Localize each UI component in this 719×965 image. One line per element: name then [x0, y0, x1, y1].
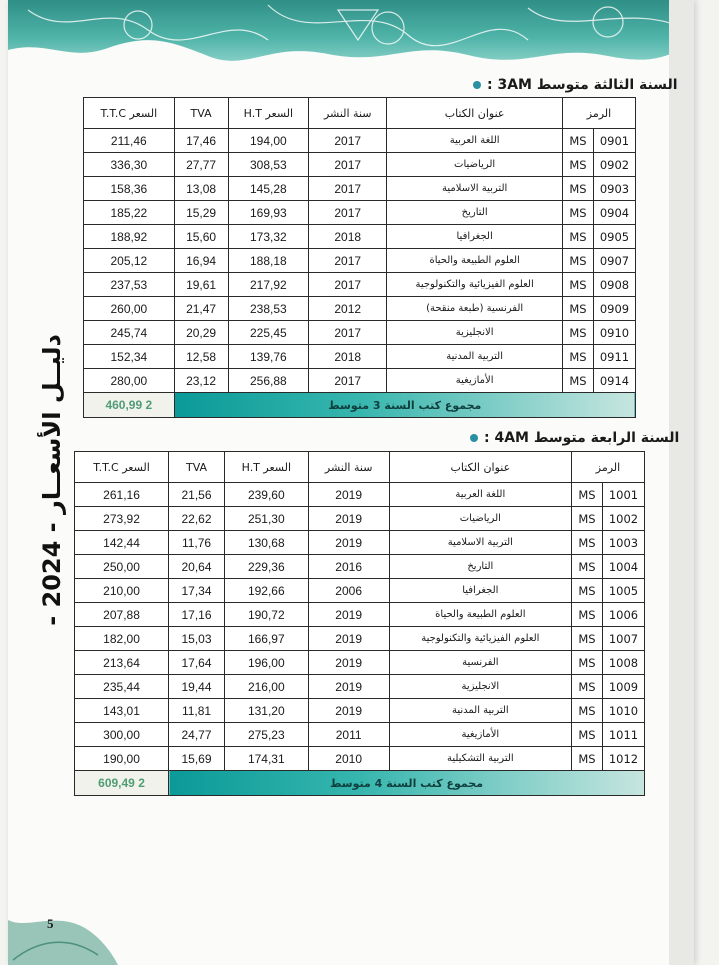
price-ttc: 190,00	[75, 747, 169, 771]
document-page	[8, 0, 694, 965]
table-row	[84, 153, 636, 177]
tva-amount: 17,64	[169, 651, 225, 675]
book-series: MS	[563, 321, 594, 345]
publish-year: 2017	[309, 153, 387, 177]
price-table-4am	[74, 451, 645, 796]
publish-year: 2017	[309, 369, 387, 393]
table-row	[84, 369, 636, 393]
book-series: MS	[563, 201, 594, 225]
book-series: MS	[572, 555, 603, 579]
table-row	[75, 651, 645, 675]
book-title: التربية التشكيلية	[389, 747, 571, 771]
header-tva: TVA	[169, 452, 225, 483]
header-code: الرمز	[572, 452, 645, 483]
book-code: 1012	[603, 747, 645, 771]
price-ttc: 158,36	[84, 177, 175, 201]
table-row	[75, 483, 645, 507]
book-title: اللغة العربية	[387, 129, 563, 153]
book-code: 0903	[594, 177, 636, 201]
book-code: 1008	[603, 651, 645, 675]
book-title: الفرنسية	[389, 651, 571, 675]
price-ttc: 152,34	[84, 345, 175, 369]
book-series: MS	[563, 297, 594, 321]
tva-amount: 11,81	[169, 699, 225, 723]
publish-year: 2018	[309, 345, 387, 369]
price-ttc: 273,92	[75, 507, 169, 531]
book-series: MS	[572, 603, 603, 627]
table-row	[84, 297, 636, 321]
tva-amount: 19,44	[169, 675, 225, 699]
total-value: 2 609,49	[75, 771, 169, 796]
header-title: عنوان الكتاب	[389, 452, 571, 483]
table-row	[75, 747, 645, 771]
book-series: MS	[572, 483, 603, 507]
header-price-ht: السعر H.T	[228, 98, 309, 129]
tva-amount: 17,34	[169, 579, 225, 603]
price-ht: 308,53	[228, 153, 309, 177]
tva-amount: 15,03	[169, 627, 225, 651]
bullet-icon	[473, 81, 481, 89]
table-header-row	[84, 98, 636, 129]
publish-year: 2017	[309, 129, 387, 153]
section-heading-3am	[473, 77, 678, 93]
price-ht: 130,68	[224, 531, 308, 555]
publish-year: 2018	[309, 225, 387, 249]
price-ht: 194,00	[228, 129, 309, 153]
book-series: MS	[563, 345, 594, 369]
book-title: الانجليزية	[387, 321, 563, 345]
book-title: التربية المدنية	[389, 699, 571, 723]
tva-amount: 20,64	[169, 555, 225, 579]
price-ht: 196,00	[224, 651, 308, 675]
tva-amount: 13,08	[174, 177, 228, 201]
price-table-3am	[83, 97, 636, 418]
section-heading-4am	[470, 430, 679, 446]
section-heading-text: السنة الثالثة متوسط 3AM :	[487, 77, 678, 93]
price-ttc: 260,00	[84, 297, 175, 321]
tva-amount: 21,56	[169, 483, 225, 507]
header-year: سنة النشر	[309, 98, 387, 129]
price-ttc: 245,74	[84, 321, 175, 345]
book-title: الأمازيغية	[387, 369, 563, 393]
tva-amount: 12,58	[174, 345, 228, 369]
publish-year: 2019	[308, 483, 389, 507]
table-row	[75, 675, 645, 699]
publish-year: 2017	[309, 201, 387, 225]
table-row	[75, 507, 645, 531]
table-row	[75, 627, 645, 651]
tva-amount: 24,77	[169, 723, 225, 747]
tva-amount: 21,47	[174, 297, 228, 321]
publish-year: 2019	[308, 699, 389, 723]
decorative-header-band	[8, 0, 694, 62]
price-ttc: 211,46	[84, 129, 175, 153]
publish-year: 2010	[308, 747, 389, 771]
price-ttc: 142,44	[75, 531, 169, 555]
price-ttc: 261,16	[75, 483, 169, 507]
book-code: 1001	[603, 483, 645, 507]
book-series: MS	[572, 531, 603, 555]
price-ttc: 210,00	[75, 579, 169, 603]
price-ht: 239,60	[224, 483, 308, 507]
book-series: MS	[563, 153, 594, 177]
price-ht: 275,23	[224, 723, 308, 747]
price-ttc: 188,92	[84, 225, 175, 249]
price-ht: 131,20	[224, 699, 308, 723]
book-code: 0904	[594, 201, 636, 225]
price-ttc: 237,53	[84, 273, 175, 297]
side-title-container	[32, 334, 72, 626]
price-ttc: 207,88	[75, 603, 169, 627]
tva-amount: 15,29	[174, 201, 228, 225]
book-code: 1002	[603, 507, 645, 531]
book-code: 0914	[594, 369, 636, 393]
book-code: 1011	[603, 723, 645, 747]
price-ht: 166,97	[224, 627, 308, 651]
publish-year: 2017	[309, 249, 387, 273]
book-series: MS	[572, 627, 603, 651]
publish-year: 2017	[309, 273, 387, 297]
book-title: الرياضيات	[389, 507, 571, 531]
book-series: MS	[563, 225, 594, 249]
header-price-ttc: السعر T.T.C	[84, 98, 175, 129]
publish-year: 2006	[308, 579, 389, 603]
price-ht: 229,36	[224, 555, 308, 579]
page-edge	[669, 0, 694, 965]
book-code: 0911	[594, 345, 636, 369]
page-number: 5	[47, 916, 54, 931]
tva-amount: 11,76	[169, 531, 225, 555]
total-label: مجموع كتب السنة 4 متوسط	[169, 771, 645, 796]
table-row	[84, 249, 636, 273]
book-title: العلوم الطبيعة والحياة	[389, 603, 571, 627]
table-row	[75, 723, 645, 747]
publish-year: 2019	[308, 507, 389, 531]
tva-amount: 20,29	[174, 321, 228, 345]
book-title: الأمازيغية	[389, 723, 571, 747]
price-ht: 225,45	[228, 321, 309, 345]
book-code: 0908	[594, 273, 636, 297]
book-code: 0909	[594, 297, 636, 321]
book-title: التاريخ	[387, 201, 563, 225]
table-row	[75, 555, 645, 579]
price-ht: 139,76	[228, 345, 309, 369]
price-ttc: 143,01	[75, 699, 169, 723]
book-title: الجغرافيا	[389, 579, 571, 603]
book-code: 1009	[603, 675, 645, 699]
price-ttc: 213,64	[75, 651, 169, 675]
total-value: 2 460,99	[84, 393, 175, 418]
table-header-row	[75, 452, 645, 483]
publish-year: 2019	[308, 651, 389, 675]
price-ht: 238,53	[228, 297, 309, 321]
price-ttc: 235,44	[75, 675, 169, 699]
book-code: 1006	[603, 603, 645, 627]
book-code: 1004	[603, 555, 645, 579]
book-series: MS	[572, 507, 603, 531]
book-code: 0902	[594, 153, 636, 177]
price-ht: 192,66	[224, 579, 308, 603]
book-title: التاريخ	[389, 555, 571, 579]
book-title: اللغة العربية	[389, 483, 571, 507]
bullet-icon	[470, 434, 478, 442]
tva-amount: 15,60	[174, 225, 228, 249]
publish-year: 2019	[308, 627, 389, 651]
book-title: الانجليزية	[389, 675, 571, 699]
price-ttc: 336,30	[84, 153, 175, 177]
book-title: الجغرافيا	[387, 225, 563, 249]
book-series: MS	[563, 129, 594, 153]
total-row	[75, 771, 645, 796]
book-series: MS	[572, 747, 603, 771]
price-ttc: 300,00	[75, 723, 169, 747]
book-title: التربية الاسلامية	[389, 531, 571, 555]
table-row	[84, 273, 636, 297]
price-ttc: 182,00	[75, 627, 169, 651]
book-series: MS	[563, 177, 594, 201]
price-ht: 256,88	[228, 369, 309, 393]
book-code: 1007	[603, 627, 645, 651]
book-code: 0907	[594, 249, 636, 273]
book-series: MS	[572, 699, 603, 723]
book-title: الرياضيات	[387, 153, 563, 177]
price-ttc: 280,00	[84, 369, 175, 393]
book-title: الفرنسية (طبعة منقحة)	[387, 297, 563, 321]
price-ttc: 205,12	[84, 249, 175, 273]
header-tva: TVA	[174, 98, 228, 129]
publish-year: 2017	[309, 177, 387, 201]
total-row	[84, 393, 636, 418]
price-ht: 216,00	[224, 675, 308, 699]
publish-year: 2016	[308, 555, 389, 579]
publish-year: 2012	[309, 297, 387, 321]
price-ht: 173,32	[228, 225, 309, 249]
publish-year: 2017	[309, 321, 387, 345]
price-ttc: 185,22	[84, 201, 175, 225]
price-ht: 174,31	[224, 747, 308, 771]
price-ht: 251,30	[224, 507, 308, 531]
tva-amount: 16,94	[174, 249, 228, 273]
table-row	[84, 345, 636, 369]
table-row	[84, 129, 636, 153]
leaf-ornament-icon	[8, 900, 118, 965]
table-row	[75, 699, 645, 723]
tva-amount: 23,12	[174, 369, 228, 393]
book-title: العلوم الطبيعة والحياة	[387, 249, 563, 273]
price-ht: 217,92	[228, 273, 309, 297]
table-row	[75, 579, 645, 603]
tva-amount: 15,69	[169, 747, 225, 771]
header-price-ht: السعر H.T	[224, 452, 308, 483]
book-series: MS	[563, 273, 594, 297]
table-row	[84, 321, 636, 345]
price-ht: 169,93	[228, 201, 309, 225]
table-row	[84, 177, 636, 201]
book-title: التربية المدنية	[387, 345, 563, 369]
book-series: MS	[563, 249, 594, 273]
book-series: MS	[572, 675, 603, 699]
tva-amount: 17,16	[169, 603, 225, 627]
pattern-ornament-icon	[8, 0, 694, 62]
table-row	[75, 603, 645, 627]
header-year: سنة النشر	[308, 452, 389, 483]
header-title: عنوان الكتاب	[387, 98, 563, 129]
header-code: الرمز	[563, 98, 636, 129]
table-row	[75, 531, 645, 555]
book-title: العلوم الفيزيائية والتكنولوجية	[387, 273, 563, 297]
section-heading-text: السنة الرابعة متوسط 4AM :	[484, 430, 680, 446]
book-code: 0905	[594, 225, 636, 249]
book-code: 1003	[603, 531, 645, 555]
book-code: 1005	[603, 579, 645, 603]
book-series: MS	[572, 723, 603, 747]
price-ttc: 250,00	[75, 555, 169, 579]
book-code: 0910	[594, 321, 636, 345]
header-price-ttc: السعر T.T.C	[75, 452, 169, 483]
side-title: دليــل الأسعــار - 2024 -	[38, 334, 66, 626]
tva-amount: 22,62	[169, 507, 225, 531]
tva-amount: 27,77	[174, 153, 228, 177]
price-ht: 190,72	[224, 603, 308, 627]
price-ht: 188,18	[228, 249, 309, 273]
publish-year: 2019	[308, 675, 389, 699]
book-title: التربية الاسلامية	[387, 177, 563, 201]
book-code: 0901	[594, 129, 636, 153]
table-row	[84, 225, 636, 249]
book-series: MS	[572, 579, 603, 603]
book-series: MS	[572, 651, 603, 675]
publish-year: 2019	[308, 603, 389, 627]
book-title: العلوم الفيزيائية والتكنولوجية	[389, 627, 571, 651]
table-row	[84, 201, 636, 225]
tva-amount: 19,61	[174, 273, 228, 297]
tva-amount: 17,46	[174, 129, 228, 153]
price-ht: 145,28	[228, 177, 309, 201]
total-label: مجموع كتب السنة 3 متوسط	[174, 393, 635, 418]
publish-year: 2011	[308, 723, 389, 747]
book-code: 1010	[603, 699, 645, 723]
book-series: MS	[563, 369, 594, 393]
publish-year: 2019	[308, 531, 389, 555]
